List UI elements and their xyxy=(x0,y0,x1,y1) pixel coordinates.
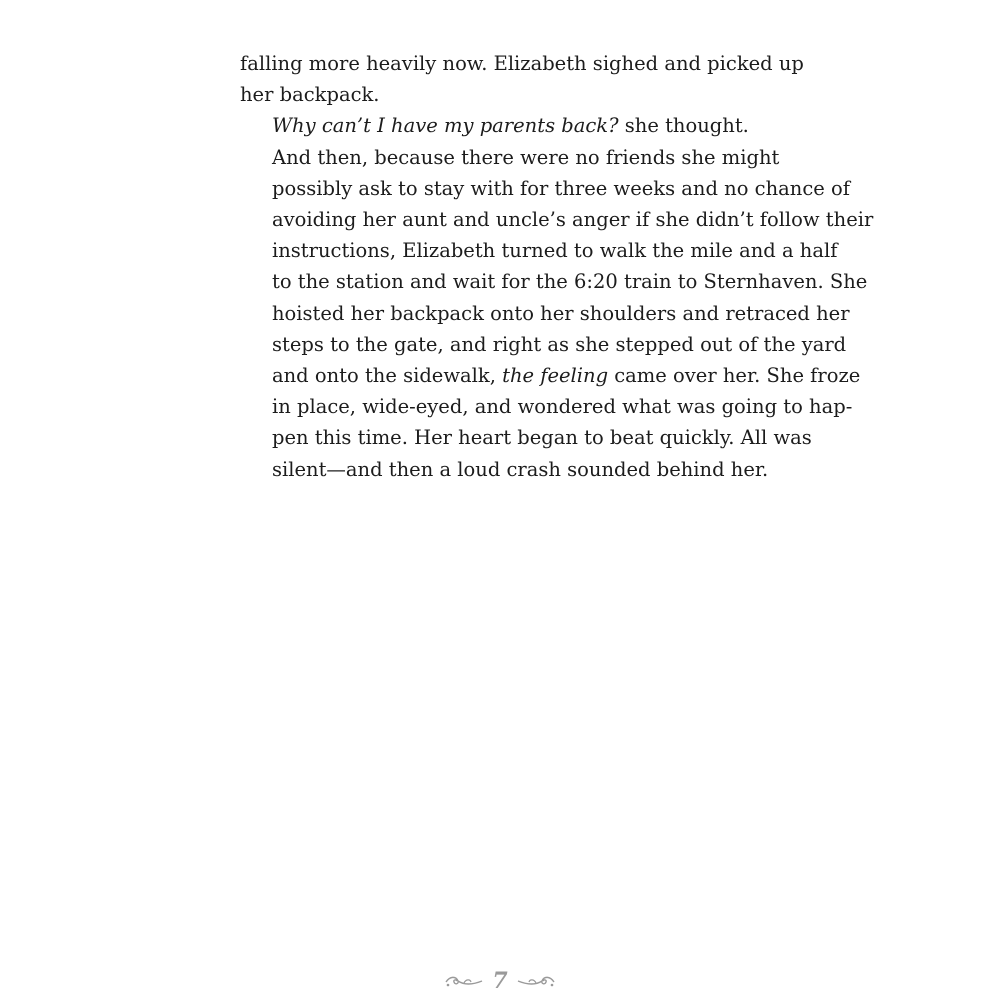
text-line: pen this time. Her heart began to beat quickly. All was xyxy=(272,426,812,450)
flourish-right-icon xyxy=(516,973,556,989)
text-line xyxy=(240,360,861,391)
body-text xyxy=(240,48,874,485)
flourish-left-icon xyxy=(444,973,484,989)
text-run: she thought. xyxy=(618,114,749,138)
text-run: came over her. She froze xyxy=(608,364,861,388)
text-line: instructions, Elizabeth turned to walk the mile and a half xyxy=(272,239,838,263)
text-line: possibly ask to stay with for three weeks and no chance of xyxy=(272,176,850,200)
text-line: her backpack. xyxy=(240,83,380,107)
italic-emphasis: the feeling xyxy=(502,364,609,388)
italic-thought: Why can’t I have my parents back? xyxy=(272,114,619,138)
text-line: hoisted her backpack onto her shoulders and retraced her xyxy=(272,301,850,325)
text-line: avoiding her aunt and uncle’s anger if she didn’t follow their xyxy=(272,208,874,232)
paragraph-1 xyxy=(240,48,804,110)
text-line xyxy=(240,110,764,141)
text-line: in place, wide-eyed, and wondered what was going to hap- xyxy=(272,395,853,419)
text-line: And then, because there were no friends she might xyxy=(272,145,780,169)
text-run: and onto the sidewalk, xyxy=(272,364,503,388)
page-number: 7 xyxy=(492,968,508,994)
paragraph-3 xyxy=(240,142,874,485)
text-line: silent—and then a loud crash sounded behind her. xyxy=(272,457,769,481)
text-line: to the station and wait for the 6:20 train to Sternhaven. She xyxy=(272,270,868,294)
page-footer xyxy=(0,966,1000,996)
text-line: falling more heavily now. Elizabeth sighed and picked up xyxy=(240,52,804,75)
text-line: steps to the gate, and right as she stepped out of the yard xyxy=(272,332,847,356)
paragraph-2 xyxy=(240,110,764,141)
